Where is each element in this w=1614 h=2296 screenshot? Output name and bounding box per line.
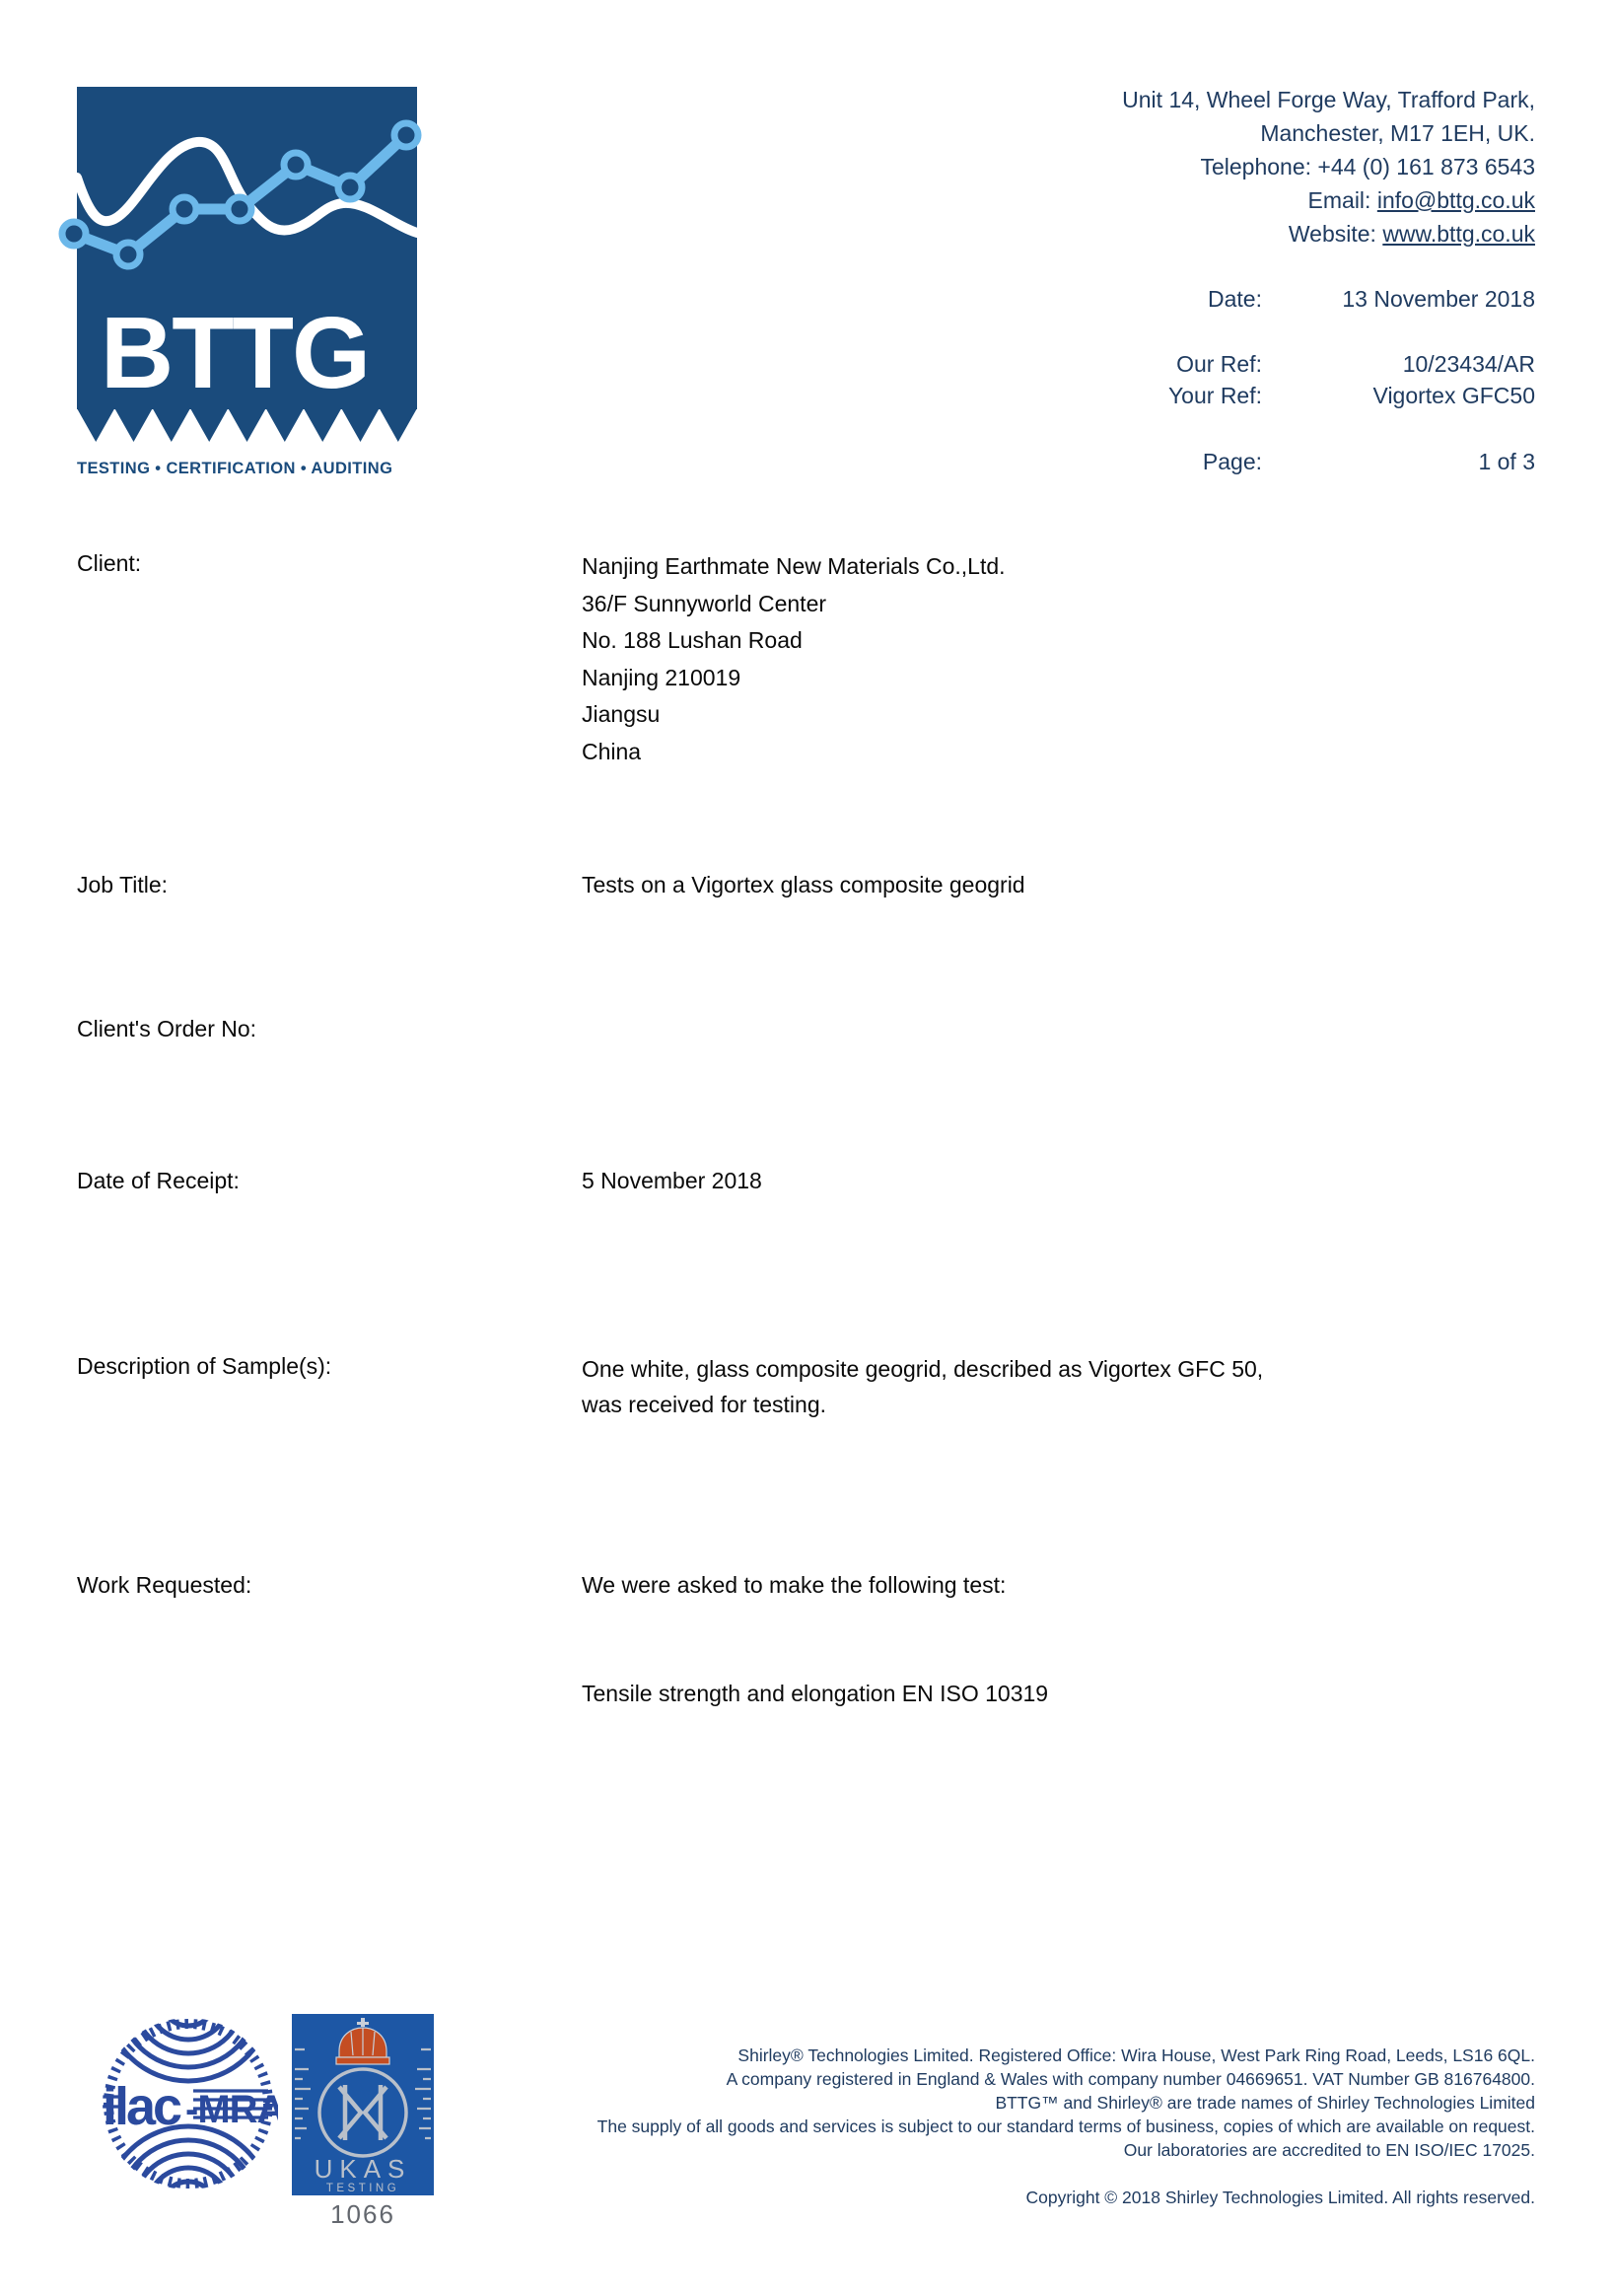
ukas-type-text: TESTING bbox=[325, 2183, 400, 2194]
description-label: Description of Sample(s): bbox=[77, 1353, 332, 1379]
ukas-accreditation-number: 1066 bbox=[330, 2199, 395, 2229]
copyright-line: Copyright © 2018 Shirley Technologies Limited. All rights reserved. bbox=[1025, 2188, 1535, 2207]
logo-tagline: TESTING • CERTIFICATION • AUDITING bbox=[77, 460, 393, 477]
telephone-line: Telephone: +44 (0) 161 873 6543 bbox=[1200, 154, 1535, 179]
email-link[interactable]: info@bttg.co.uk bbox=[1376, 187, 1535, 213]
our-ref-value: 10/23434/AR bbox=[1402, 351, 1535, 377]
our-ref-label: Our Ref: bbox=[1176, 351, 1262, 377]
work-requested-label: Work Requested: bbox=[77, 1572, 252, 1598]
address-line-1: Unit 14, Wheel Forge Way, Trafford Park, bbox=[1122, 87, 1535, 112]
bttg-wordmark: BTTG bbox=[100, 296, 370, 409]
description-line: was received for testing. bbox=[582, 1392, 827, 1417]
legal-line: The supply of all goods and services is subject to our standard terms of business, copies of which are available on request. bbox=[596, 2117, 1535, 2136]
address-line-2: Manchester, M17 1EH, UK. bbox=[1260, 120, 1535, 146]
client-line: China bbox=[582, 738, 642, 764]
your-ref-label: Your Ref: bbox=[1167, 383, 1262, 408]
website-link[interactable]: www.bttg.co.uk bbox=[1382, 221, 1535, 247]
job-title-label: Job Title: bbox=[77, 872, 169, 897]
client-line: Jiangsu bbox=[582, 701, 661, 727]
date-label: Date: bbox=[1208, 286, 1262, 312]
work-requested-value: We were asked to make the following test: bbox=[582, 1572, 1007, 1598]
legal-line: Shirley® Technologies Limited. Registered Office: Wira House, West Park Ring Road, Leeds, LS16 6QL. bbox=[737, 2045, 1535, 2065]
company-address-block bbox=[1122, 83, 1535, 251]
logo-zigzag-edge bbox=[77, 408, 417, 442]
date-of-receipt-label: Date of Receipt: bbox=[77, 1168, 240, 1193]
bttg-logo-graphic bbox=[77, 87, 417, 442]
legal-text-block bbox=[352, 2044, 1535, 2162]
client-line: No. 188 Lushan Road bbox=[582, 627, 803, 653]
client-label: Client: bbox=[77, 550, 142, 576]
client-line: Nanjing 210019 bbox=[582, 664, 741, 690]
bttg-logo bbox=[77, 87, 417, 442]
legal-line: A company registered in England & Wales with company number 04669651. VAT Number GB 816764800. bbox=[726, 2069, 1535, 2089]
ilac-text: ilac bbox=[103, 2077, 180, 2136]
test-name-value: Tensile strength and elongation EN ISO 10319 bbox=[582, 1681, 1049, 1706]
client-line: 36/F Sunnyworld Center bbox=[582, 590, 827, 616]
website-line bbox=[1122, 217, 1535, 251]
job-title-value: Tests on a Vigortex glass composite geogrid bbox=[582, 872, 1025, 897]
mra-text: -MRA bbox=[185, 2088, 278, 2131]
email-label: Email: bbox=[1307, 187, 1377, 213]
website-label: Website: bbox=[1288, 221, 1383, 247]
date-value: 13 November 2018 bbox=[1342, 286, 1535, 312]
legal-line: Our laboratories are accredited to EN ISO/IEC 17025. bbox=[1123, 2140, 1535, 2160]
client-address-block bbox=[582, 548, 1006, 770]
client-line: Nanjing Earthmate New Materials Co.,Ltd. bbox=[582, 553, 1006, 579]
order-no-label: Client's Order No: bbox=[77, 1016, 257, 1041]
legal-line: BTTG™ and Shirley® are trade names of Shirley Technologies Limited bbox=[995, 2093, 1535, 2113]
email-line bbox=[1122, 183, 1535, 217]
description-line: One white, glass composite geogrid, described as Vigortex GFC 50, bbox=[582, 1356, 1264, 1382]
date-of-receipt-value: 5 November 2018 bbox=[582, 1168, 762, 1193]
description-value bbox=[582, 1351, 1263, 1422]
your-ref-value: Vigortex GFC50 bbox=[1372, 383, 1535, 408]
page-value: 1 of 3 bbox=[1478, 449, 1535, 474]
page-label: Page: bbox=[1202, 449, 1262, 474]
ilac-mra-graphic bbox=[99, 2014, 278, 2193]
ilac-mra-logo bbox=[99, 2014, 278, 2198]
ukas-name-text: UKAS bbox=[314, 2154, 412, 2184]
